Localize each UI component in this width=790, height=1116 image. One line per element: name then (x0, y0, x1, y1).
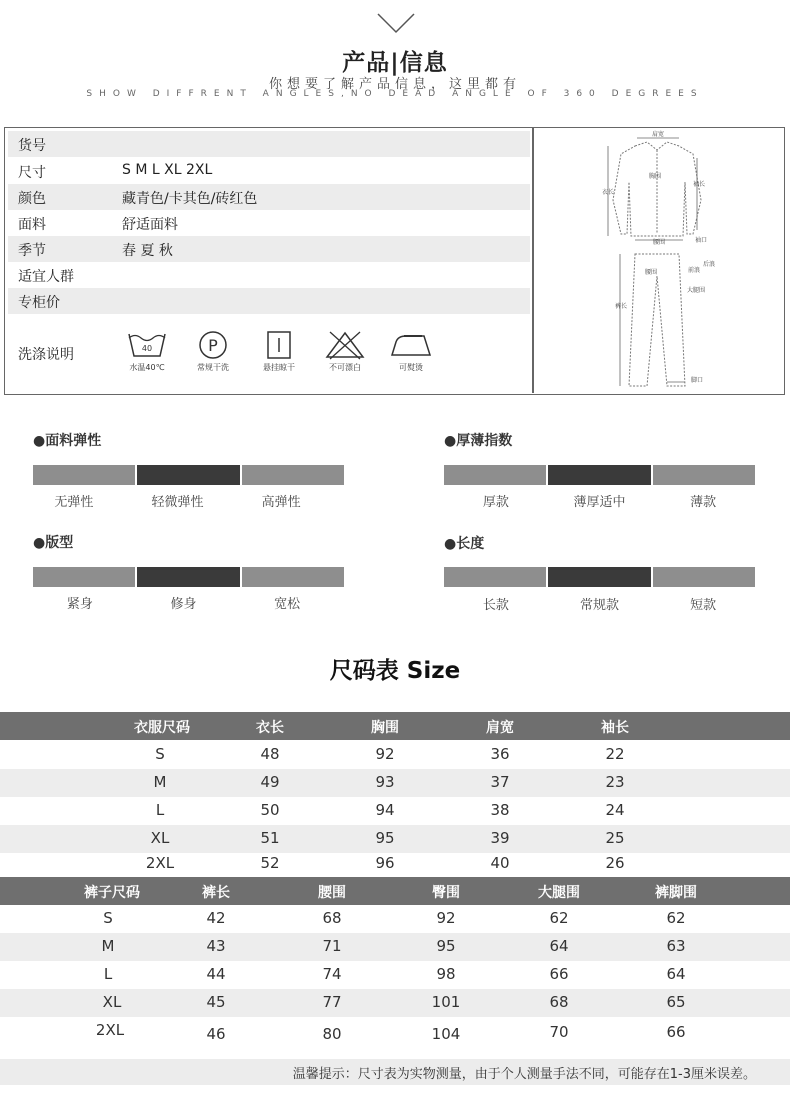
table-cell: 92 (436, 909, 456, 927)
spec-row-price (8, 288, 530, 314)
scale-segment (653, 567, 755, 587)
iron-icon (388, 330, 434, 360)
dry-clean-letter: P (208, 336, 218, 355)
spec-value: S M L XL 2XL (122, 162, 213, 178)
care-item-iron (381, 330, 441, 373)
spec-label: 专柜价 (18, 295, 60, 311)
table-cell: L (155, 801, 165, 819)
table-cell: 92 (375, 745, 395, 763)
table-cell: XL (150, 829, 170, 847)
spec-value: 藏青色/卡其色/砖红色 (122, 191, 258, 207)
table-cell: 70 (549, 1023, 569, 1041)
scale-option: 轻微弹性 (151, 495, 204, 510)
spec-row-color (8, 184, 530, 210)
table-row (0, 1017, 790, 1045)
table-cell: 96 (375, 854, 395, 872)
table-cell: 23 (605, 773, 625, 791)
table-cell: 80 (322, 1025, 342, 1043)
table-row (0, 905, 790, 933)
table-cell: 39 (490, 829, 510, 847)
scale-segment (444, 567, 546, 587)
scale-segment (33, 465, 135, 485)
scale-option: 长款 (482, 598, 509, 613)
top-table-header (0, 712, 790, 740)
table-row (0, 850, 790, 878)
scale-segment (444, 465, 546, 485)
scale-bar-thickness (444, 465, 755, 485)
table-cell: 40 (490, 854, 510, 872)
garment-measurement-diagram (535, 130, 783, 392)
table-row (0, 797, 790, 825)
table-cell: 38 (490, 801, 510, 819)
scale-title-fit: ●版型 (33, 535, 74, 551)
column-header: 裤子尺码 (84, 885, 140, 901)
care-label: 悬挂晾干 (263, 363, 295, 372)
spec-value: 舒适面料 (122, 217, 178, 233)
scale-segment (653, 465, 755, 485)
table-cell: 48 (260, 745, 280, 763)
diagram-label: 后浪 (703, 261, 716, 268)
table-cell: 94 (375, 801, 395, 819)
diagram-label: 袖口 (695, 237, 708, 244)
table-cell: 52 (260, 854, 280, 872)
scale-segment-active (548, 567, 650, 587)
table-cell: 95 (436, 937, 456, 955)
spec-row-season (8, 236, 530, 262)
table-cell: 22 (605, 745, 625, 763)
spec-label: 季节 (18, 243, 46, 259)
scale-segment (33, 567, 135, 587)
diagram-label: 胸围 (649, 173, 662, 180)
dry-clean-icon (192, 330, 234, 360)
pants-table-header (0, 877, 790, 905)
product-spec-panel (4, 127, 785, 395)
scale-bar-fit (33, 567, 344, 587)
table-cell: 101 (431, 993, 461, 1011)
size-chart-title: 尺码表 Size (329, 658, 461, 684)
scale-option: 高弹性 (261, 495, 301, 510)
care-label: 水温40℃ (129, 363, 165, 372)
scale-title-length: ●长度 (444, 536, 485, 552)
table-cell: 2XL (95, 1021, 125, 1039)
care-item-wash (117, 330, 177, 373)
table-cell: 63 (666, 937, 686, 955)
spec-label: 适宜人群 (18, 269, 74, 285)
spec-divider (532, 128, 534, 393)
spec-label: 颜色 (18, 191, 46, 207)
diagram-label: 腰围 (645, 269, 658, 276)
table-cell: 36 (490, 745, 510, 763)
wash-temp: 40 (141, 344, 153, 353)
table-cell: 68 (322, 909, 342, 927)
hang-dry-icon (258, 330, 300, 360)
table-cell: S (155, 745, 165, 763)
table-cell: 46 (206, 1025, 226, 1043)
diagram-label: 裤长 (615, 303, 628, 310)
scale-option: 常规款 (580, 598, 620, 613)
wash-40-icon (126, 330, 168, 360)
scale-segment-active (548, 465, 650, 485)
table-cell: 37 (490, 773, 510, 791)
care-item-no-bleach (315, 330, 375, 373)
care-label: 不可漂白 (329, 363, 361, 372)
column-header: 大腿围 (538, 885, 580, 901)
table-cell: S (103, 909, 113, 927)
scale-segment (242, 567, 344, 587)
measurement-note-bar (0, 1059, 790, 1085)
column-header: 臀围 (432, 885, 460, 901)
scale-bar-length (444, 567, 755, 587)
table-cell: L (103, 965, 113, 983)
scale-option: 无弹性 (54, 495, 94, 510)
column-header: 肩宽 (486, 720, 514, 736)
spec-value: 春 夏 秋 (122, 243, 173, 259)
table-cell: M (101, 937, 115, 955)
table-row (0, 989, 790, 1017)
scale-labels-elasticity (22, 491, 333, 510)
table-cell: 24 (605, 801, 625, 819)
diagram-label: 袖长 (693, 181, 706, 188)
table-cell: 66 (549, 965, 569, 983)
column-header: 衣服尺码 (134, 720, 190, 736)
table-cell: 42 (206, 909, 226, 927)
scale-labels-length (444, 594, 755, 613)
table-cell: 65 (666, 993, 686, 1011)
scale-bar-elasticity (33, 465, 344, 485)
column-header: 袖长 (601, 720, 629, 736)
table-cell: 74 (322, 965, 342, 983)
diagram-label: 衣长 (602, 189, 615, 196)
table-cell: XL (102, 993, 122, 1011)
table-row (0, 825, 790, 853)
scale-option: 紧身 (66, 597, 93, 612)
table-row (0, 961, 790, 989)
measurement-note: 温馨提示：尺寸表为实物测量，由于个人测量手法不同，可能存在1-3厘米误差。 (292, 1067, 756, 1082)
table-cell: 2XL (145, 854, 175, 872)
table-cell: 68 (549, 993, 569, 1011)
scale-option: 薄厚适中 (573, 495, 626, 510)
table-cell: 77 (322, 993, 342, 1011)
table-cell: 104 (431, 1025, 461, 1043)
table-row (0, 769, 790, 797)
chevron-down-icon (376, 12, 416, 34)
diagram-label: 腰围 (653, 239, 666, 246)
scale-option: 薄款 (690, 495, 717, 510)
table-cell: 50 (260, 801, 280, 819)
care-item-dry-clean (183, 330, 243, 373)
spec-label: 面料 (18, 217, 46, 233)
column-header: 胸围 (371, 720, 399, 736)
care-label: 可熨烫 (399, 363, 423, 372)
scale-segment-active (137, 567, 239, 587)
table-cell: 62 (549, 909, 569, 927)
table-cell: 93 (375, 773, 395, 791)
column-header: 腰围 (318, 885, 346, 901)
spec-row-audience (8, 262, 530, 288)
table-row (0, 741, 790, 769)
column-header: 裤脚围 (655, 885, 697, 901)
page-english-subtitle: SHOW DIFFRENT ANGLES,NO DEAD ANGLE OF 360 DEGREES (86, 89, 704, 99)
diagram-label: 肩宽 (652, 131, 665, 138)
table-cell: 98 (436, 965, 456, 983)
table-cell: 95 (375, 829, 395, 847)
spec-row-fabric (8, 210, 530, 236)
diagram-label: 脚口 (691, 377, 704, 384)
page-subtitle: 你想要了解产品信息，这里都有 (268, 77, 521, 92)
scale-option: 修身 (170, 597, 197, 612)
spec-row-item-no (8, 131, 530, 157)
diagram-label: 前浪 (688, 267, 701, 274)
table-row (0, 933, 790, 961)
column-header: 衣长 (256, 720, 284, 736)
table-cell: 64 (666, 965, 686, 983)
table-cell: 71 (322, 937, 342, 955)
table-cell: M (153, 773, 167, 791)
table-cell: 66 (666, 1023, 686, 1041)
table-cell: 45 (206, 993, 226, 1011)
wash-instructions-label: 洗涤说明 (18, 347, 74, 363)
scale-option: 厚款 (482, 495, 509, 510)
scale-segment-active (137, 465, 239, 485)
table-cell: 62 (666, 909, 686, 927)
table-cell: 49 (260, 773, 280, 791)
table-cell: 26 (605, 854, 625, 872)
column-header: 裤长 (202, 885, 230, 901)
spec-table (5, 128, 533, 393)
scale-segment (242, 465, 344, 485)
table-cell: 43 (206, 937, 226, 955)
spec-row-size (8, 158, 530, 184)
care-item-hang-dry (249, 330, 309, 373)
no-bleach-icon (324, 330, 366, 360)
page-title: 产品|信息 (342, 50, 448, 76)
spec-label: 货号 (18, 138, 46, 154)
scale-option: 短款 (690, 598, 717, 613)
diagram-label: 大腿围 (687, 287, 706, 294)
table-cell: 64 (549, 937, 569, 955)
table-cell: 51 (260, 829, 280, 847)
scale-title-elasticity: ●面料弹性 (33, 433, 102, 449)
scale-labels-thickness (444, 491, 755, 510)
care-label: 常规干洗 (197, 363, 229, 372)
table-cell: 44 (206, 965, 226, 983)
scale-title-thickness: ●厚薄指数 (444, 433, 513, 449)
scale-labels-fit (28, 593, 339, 612)
table-cell: 25 (605, 829, 625, 847)
scale-option: 宽松 (274, 597, 301, 612)
spec-label: 尺寸 (18, 165, 46, 181)
